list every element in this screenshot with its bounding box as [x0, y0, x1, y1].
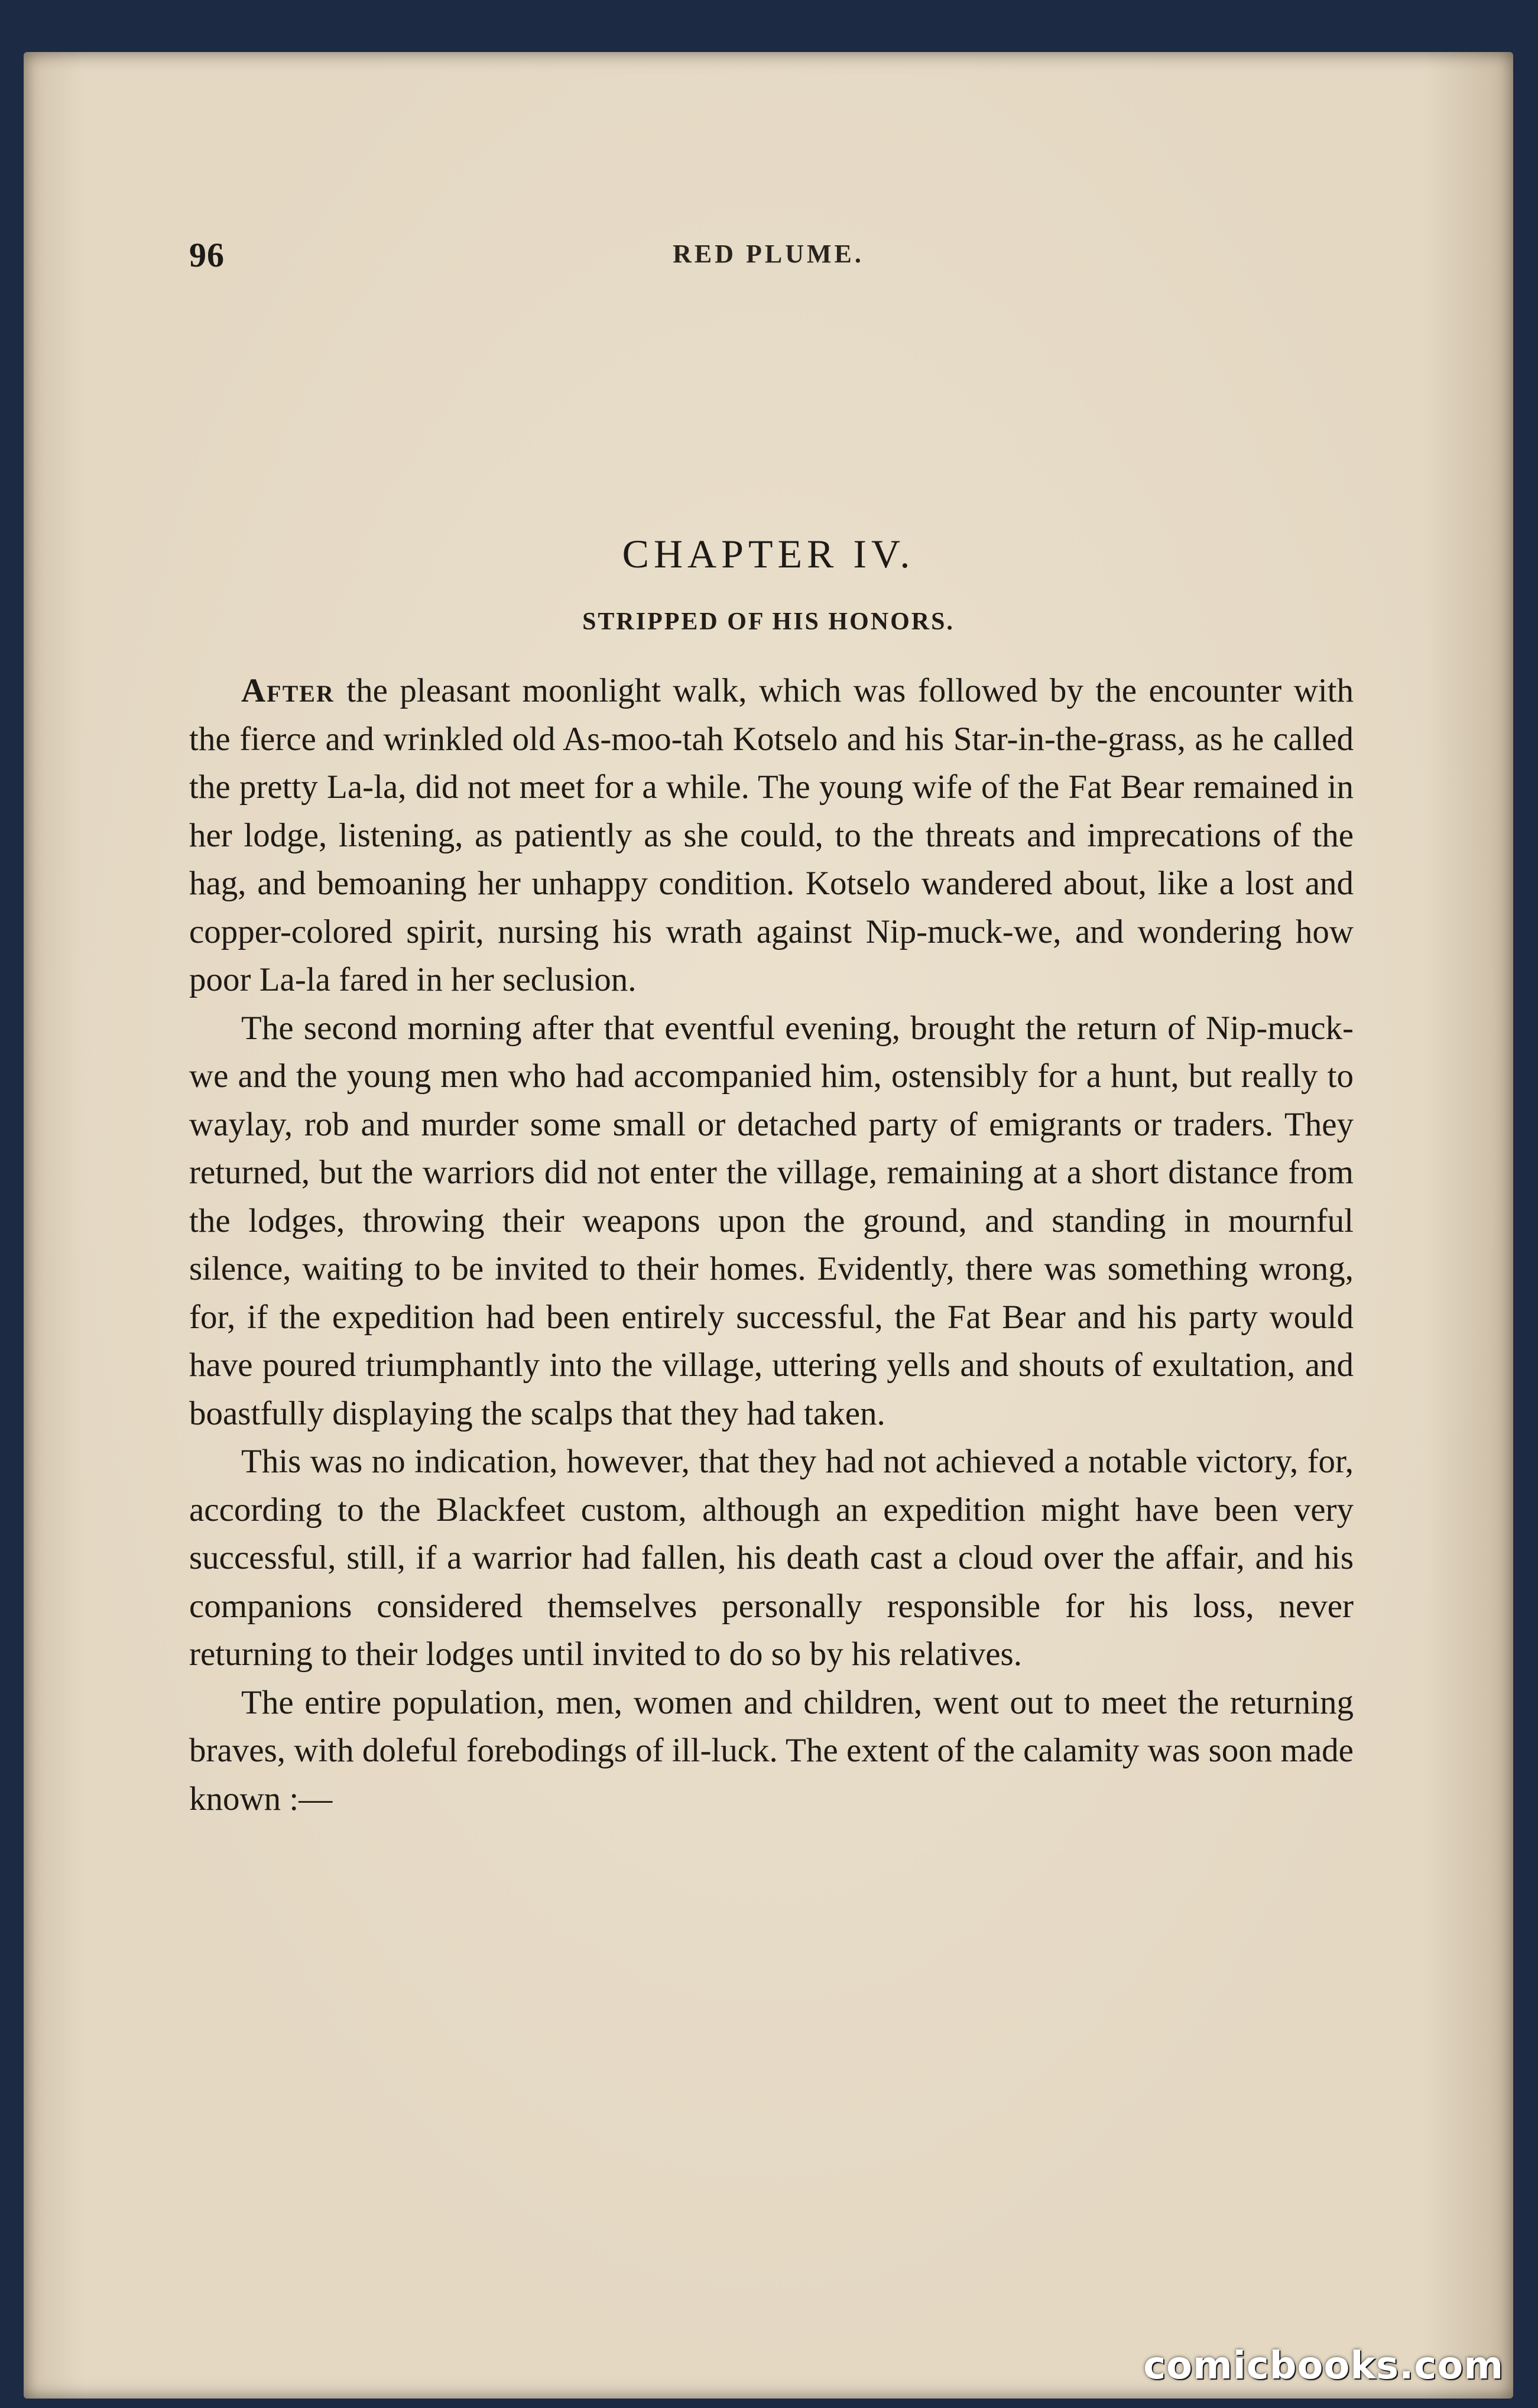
- paragraph-2: The second morning after that eventful evening, brought the return of Nip-muck-we and the young men who had accompanied him, ostensibly for a hunt, but really to waylay, rob and murder some small or detached party of emigrants or traders. They returned, but the warriors did not enter the village, remaining at a short distance from the lodges, throwing their weapons upon the ground, and standing in mournful silence, waiting to be invited to their homes. Evidently, there was something wrong, for, if the expedition had been entirely successful, the Fat Bear and his party would have poured triumphantly into the village, uttering yells and shouts of exultation, and boastfully displaying the scalps that they had taken.: [189, 1009, 1354, 1432]
- paragraph-1-text: the pleasant moonlight walk, which was followed by the encounter with the fierce and wrinkled old As-moo-tah Kotselo and his Star-in-the-grass, as he called the pretty La-la, did not meet for a while. The young wife of the Fat Bear remained in her lodge, listening, as patiently as she could, to the threats and imprecations of the hag, and bemoaning her unhappy condition. Kotselo wandered about, like a lost and copper-colored spirit, nursing his wrath against Nip-muck-we, and wondering how poor La-la fared in her seclusion.: [189, 672, 1354, 998]
- paragraph-3: This was no indication, however, that they had not achieved a notable victory, for, according to the Blackfeet custom, although an expedition might have been very successful, still, if a warrior had fallen, his death cast a cloud over the affair, and his companions considered themselves personally responsible for his loss, never returning to their lodges until invited to do so by his relatives.: [189, 1443, 1354, 1673]
- body-text: [189, 667, 1354, 1823]
- running-head: [24, 235, 1513, 274]
- chapter-title: CHAPTER IV.: [622, 531, 915, 576]
- paragraph-4: The entire population, men, women and children, went out to meet the returning braves, with doleful forebodings of ill-luck. The extent of the calamity was soon made known :—: [189, 1683, 1354, 1818]
- book-page: [24, 52, 1513, 2399]
- running-title: RED PLUME.: [673, 239, 864, 268]
- paragraph-lead-word: After: [241, 672, 335, 709]
- paragraph-1: [189, 667, 1354, 1004]
- watermark-logo: comicbooks.com: [1143, 2344, 1504, 2388]
- page-number: 96: [189, 236, 225, 274]
- chapter-subtitle: STRIPPED OF HIS HONORS.: [582, 608, 955, 635]
